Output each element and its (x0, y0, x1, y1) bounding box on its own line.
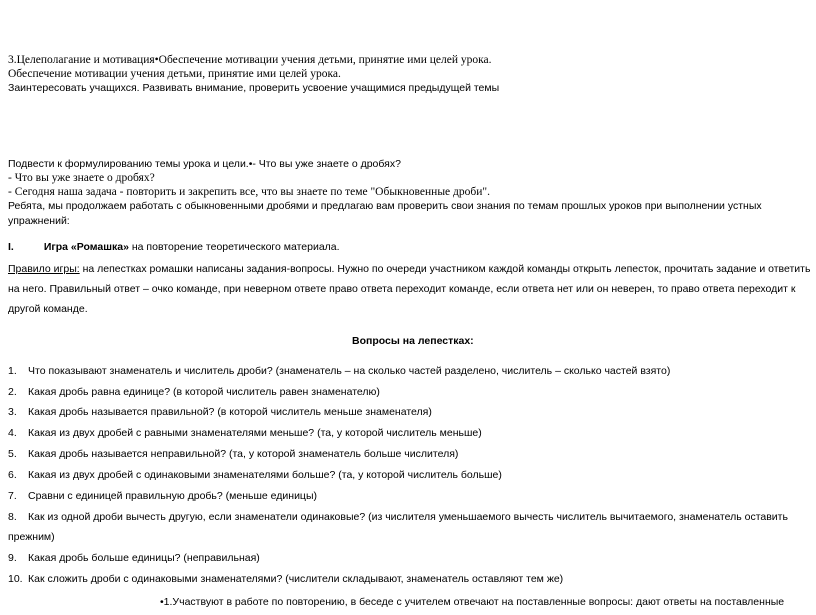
list-item-number: 10. (8, 573, 23, 585)
list-item-text: Какая из двух дробей с одинаковыми знаменателями больше? (та, у которой числитель больше) (28, 469, 502, 481)
rules-text1: на лепестках ромашки написаны задания-вопросы. Нужно по очереди участником каждой команды открыть лепесток, прочитать задание и ответить (79, 263, 811, 275)
intro-line1: Подвести к формулированию темы урока и цели.•- Что вы уже знаете о дробях? (8, 158, 401, 170)
list-item (8, 511, 788, 524)
list-item (8, 469, 502, 482)
list-item-number: 6. (8, 469, 17, 481)
list-item-text: Сравни с единицей правильную дробь? (меньше единицы) (28, 490, 317, 502)
list-item (8, 573, 563, 586)
game-heading (8, 241, 340, 254)
list-item-text: Какая дробь называется правильной? (в которой числитель меньше знаменателя) (28, 406, 432, 418)
list-item-number: 1. (8, 365, 17, 377)
intro-line5: упражнений: (8, 215, 70, 227)
game-number: I. (8, 241, 14, 253)
list-item-number: 8. (8, 511, 17, 523)
list-item-text: Как из одной дроби вычесть другую, если знаменатели одинаковые? (из числителя уменьшаемого вычесть числитель вычитаемого, знаменатель оставить (28, 511, 788, 523)
list-item-number: 3. (8, 406, 17, 418)
list-item-number: 7. (8, 490, 17, 502)
intro-line3: - Сегодня наша задача - повторить и закрепить все, что вы знаете по теме "Обыкновенные дроби". (8, 186, 490, 198)
rules-line2: на него. Правильный ответ – очко команде, при неверном ответе право ответа переходит команде, если ответа нет или он неверен, то право ответа переходит к (8, 283, 796, 295)
section3-line2: Обеспечение мотивации учения детьми, принятие ими целей урока. (8, 68, 341, 80)
list-item (8, 531, 55, 544)
list-item-text: прежним) (8, 531, 55, 543)
rules-line1 (8, 263, 810, 276)
section3-line3: Заинтересовать учащихся. Развивать внимание, проверить усвоение учащимися предыдущей темы (8, 82, 500, 94)
questions-heading: Вопросы на лепестках: (352, 335, 474, 347)
list-item-number: 5. (8, 448, 17, 460)
list-item (8, 365, 670, 378)
list-item (8, 552, 260, 565)
intro-line4: Ребята, мы продолжаем работать с обыкновенными дробями и предлагаю вам проверить свои знания по темам прошлых уроков при выполнении устных (8, 200, 762, 212)
section3-line1: 3.Целеполагание и мотивация•Обеспечение мотивации учения детьми, принятие ими целей урока. (8, 54, 492, 66)
rules-line3: другой команде. (8, 303, 88, 315)
list-item-text: Какая из двух дробей с равными знаменателями меньше? (та, у которой числитель меньше) (28, 427, 482, 439)
game-title: Игра «Ромашка» (43, 241, 129, 253)
list-item (8, 448, 458, 461)
list-item (8, 427, 482, 440)
list-item-text: Какая дробь больше единицы? (неправильная) (28, 552, 260, 564)
list-item-text: Что показывают знаменатель и числитель дроби? (знаменатель – на сколько частей разделено, числитель – сколько частей взято) (28, 365, 671, 377)
intro-line2: - Что вы уже знаете о дробях? (8, 172, 155, 184)
list-item-number: 4. (8, 427, 17, 439)
footer-line: •1.Участвуют в работе по повторению, в беседе с учителем отвечают на поставленные вопросы: дают ответы на поставленные (160, 596, 785, 608)
list-item-number: 9. (8, 552, 17, 564)
list-item (8, 490, 317, 503)
list-item-text: Как сложить дроби с одинаковыми знаменателями? (числители складывают, знаменатель оставляют тем же) (28, 573, 564, 585)
list-item (8, 406, 432, 419)
list-item-text: Какая дробь равна единице? (в которой числитель равен знаменателю) (28, 386, 380, 398)
list-item-number: 2. (8, 386, 17, 398)
game-title-rest: на повторение теоретического материала. (128, 241, 340, 253)
list-item-text: Какая дробь называется неправильной? (та, у которой знаменатель больше числителя) (28, 448, 459, 460)
list-item (8, 386, 380, 399)
rules-label: Правило игры: (8, 263, 80, 275)
